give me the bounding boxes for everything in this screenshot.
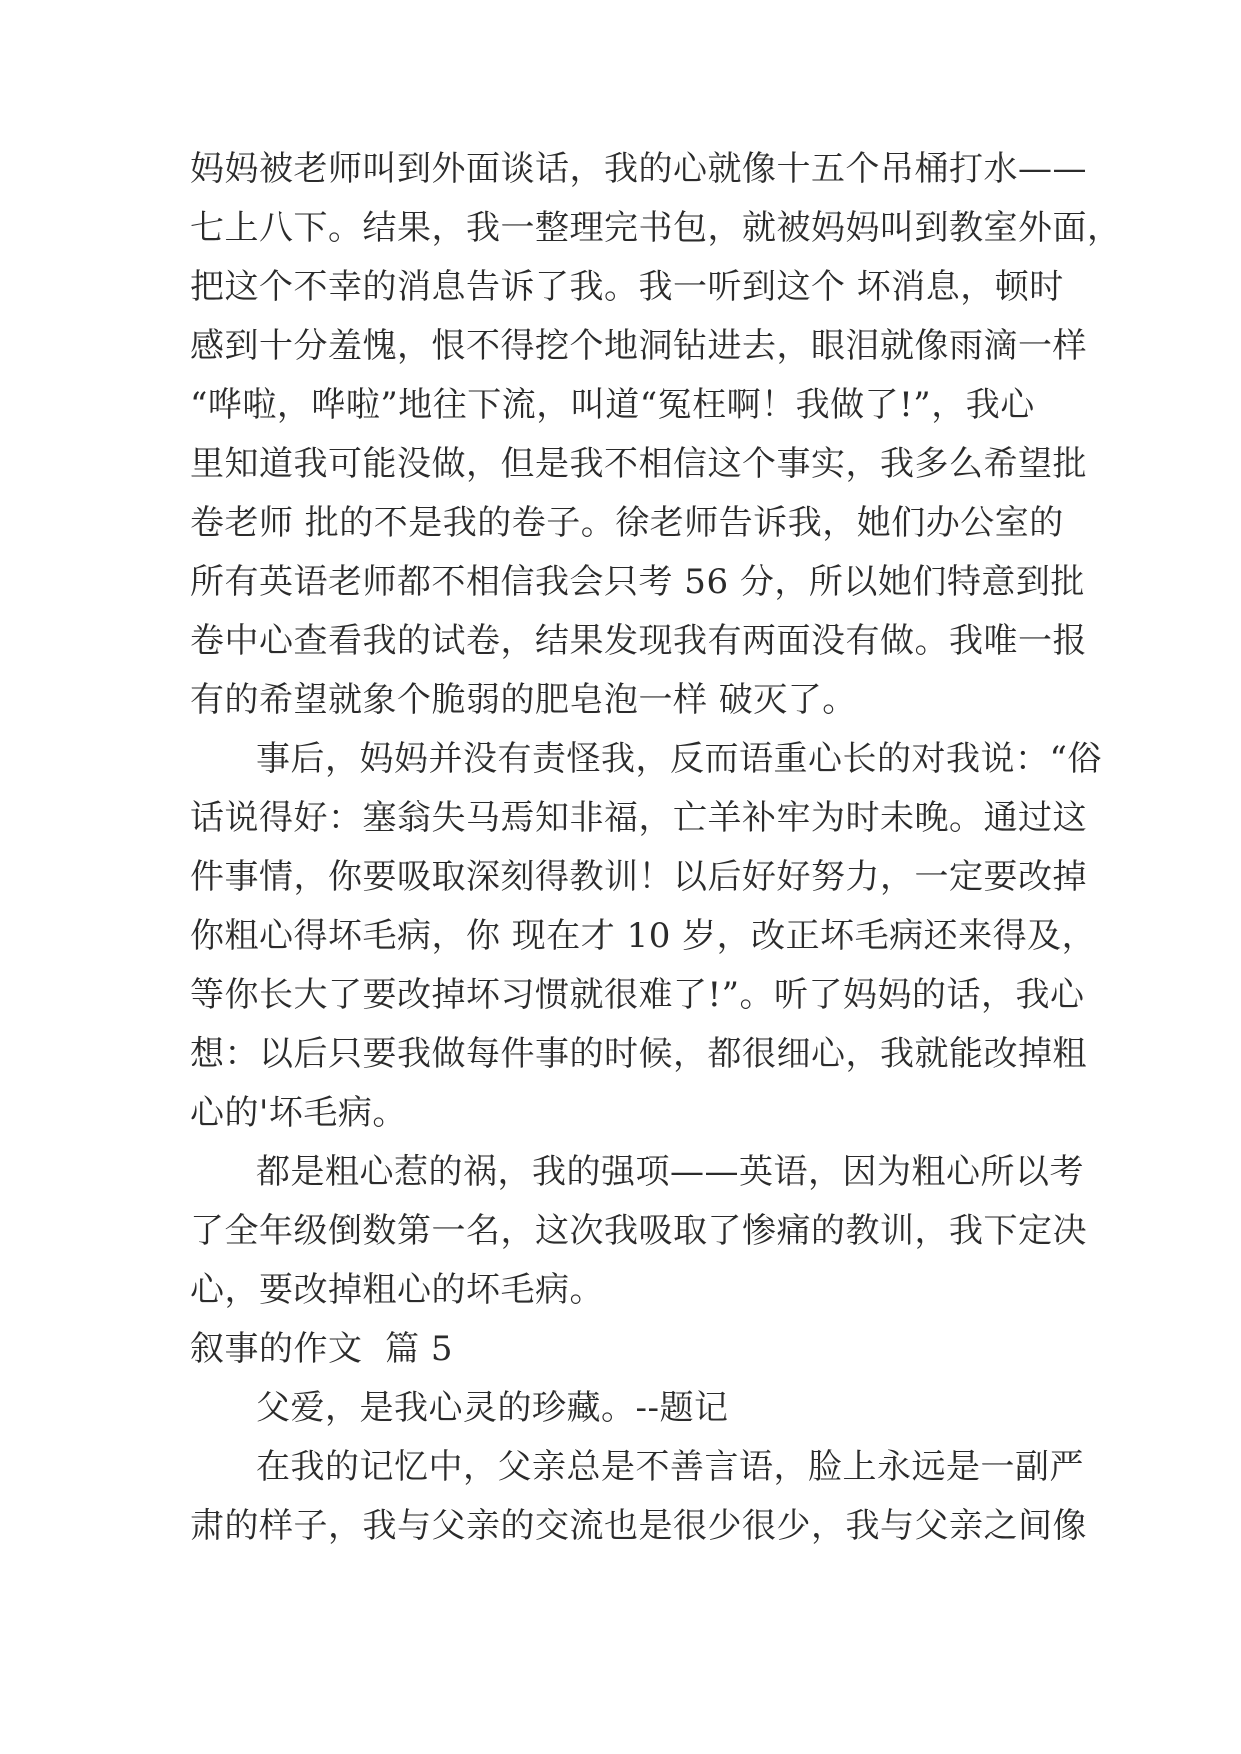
- text-line: 话说得好：塞翁失马焉知非福，亡羊补牢为时未晚。通过这: [190, 798, 1087, 838]
- text-line: 你粗心得坏毛病，你 现在才 10 岁，改正坏毛病还来得及，: [190, 916, 1097, 956]
- text-line: 有的希望就象个脆弱的肥皂泡一样 破灭了。: [190, 680, 857, 720]
- epigraph-line: 父爱，是我心灵的珍藏。--题记: [256, 1388, 729, 1428]
- text-line: 卷老师 批的不是我的卷子。徐老师告诉我，她们办公室的: [190, 503, 1064, 543]
- text-line: 里知道我可能没做，但是我不相信这个事实，我多么希望批: [190, 444, 1087, 484]
- text-line: 想：以后只要我做每件事的时候，都很细心，我就能改掉粗: [190, 1034, 1087, 1074]
- text-line: 件事情，你要吸取深刻得教训！以后好好努力，一定要改掉: [190, 857, 1087, 897]
- paragraph-first-line: 都是粗心惹的祸，我的强项——英语，因为粗心所以考: [256, 1152, 1084, 1192]
- text-line: 所有英语老师都不相信我会只考 56 分，所以她们特意到批: [190, 562, 1085, 602]
- text-line: 卷中心查看我的试卷，结果发现我有两面没有做。我唯一报: [190, 621, 1087, 661]
- text-line: 心的'坏毛病。: [190, 1093, 407, 1133]
- text-line: 把这个不幸的消息告诉了我。我一听到这个 坏消息，顿时: [190, 267, 1064, 307]
- text-line: 了全年级倒数第一名，这次我吸取了惨痛的教训，我下定决: [190, 1211, 1087, 1251]
- text-line: 感到十分羞愧，恨不得挖个地洞钻进去，眼泪就像雨滴一样: [190, 326, 1087, 366]
- text-line: 肃的样子，我与父亲的交流也是很少很少，我与父亲之间像: [190, 1506, 1087, 1546]
- section-heading: 叙事的作文 篇 5: [190, 1329, 454, 1369]
- text-line: 妈妈被老师叫到外面谈话，我的心就像十五个吊桶打水——: [190, 149, 1087, 189]
- text-line: 心，要改掉粗心的坏毛病。: [190, 1270, 604, 1310]
- text-line: 七上八下。结果，我一整理完书包，就被妈妈叫到教室外面，: [190, 208, 1122, 248]
- text-line: 等你长大了要改掉坏习惯就很难了!”。听了妈妈的话，我心: [190, 975, 1085, 1015]
- paragraph-first-line: 事后，妈妈并没有责怪我，反而语重心长的对我说：“俗: [256, 739, 1102, 779]
- paragraph-first-line: 在我的记忆中，父亲总是不善言语，脸上永远是一副严: [256, 1447, 1084, 1487]
- text-line: “哗啦，哗啦”地往下流，叫道“冤枉啊！我做了!”，我心: [190, 385, 1035, 425]
